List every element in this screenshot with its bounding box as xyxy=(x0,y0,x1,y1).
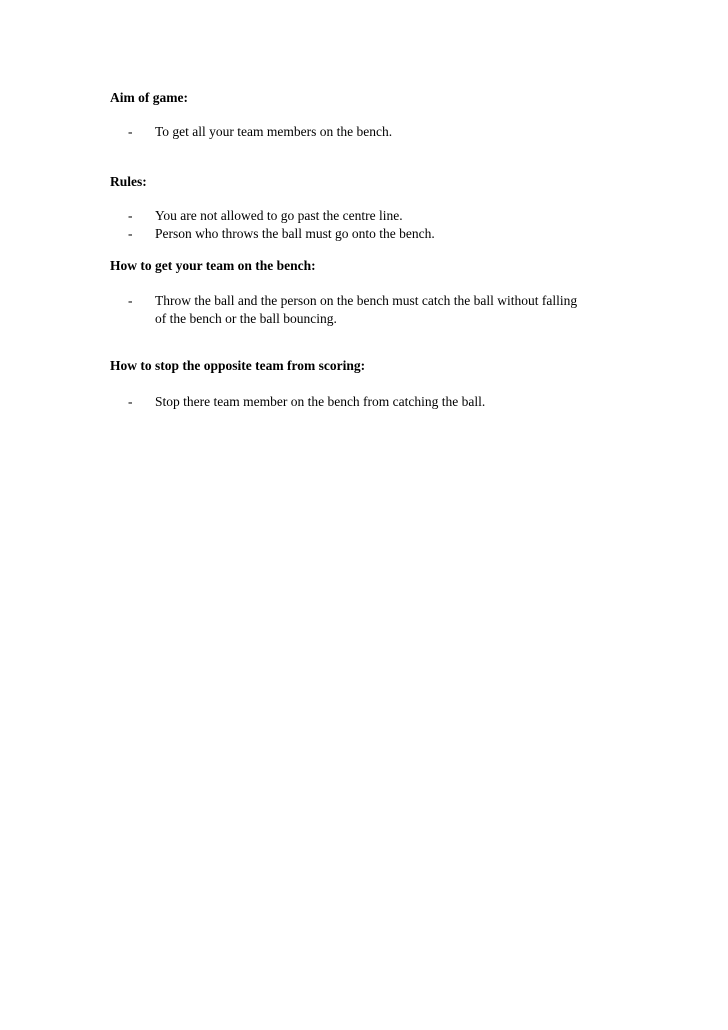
list-item-text: of the bench or the ball bouncing. xyxy=(155,311,337,326)
list-item xyxy=(128,224,435,243)
section-heading-get-team-on-bench: How to get your team on the bench: xyxy=(110,258,316,273)
list-item-continuation xyxy=(155,309,337,328)
list-item xyxy=(128,291,577,310)
list-item xyxy=(128,122,392,141)
section-heading-stop-scoring: How to stop the opposite team from scoring: xyxy=(110,358,366,373)
bullet-dash: - xyxy=(128,124,133,139)
list-item-text: Throw the ball and the person on the bench must catch the ball without falling xyxy=(155,293,578,308)
list-item-text: Person who throws the ball must go onto the bench. xyxy=(155,226,435,241)
bullet-dash: - xyxy=(128,293,133,308)
list-item xyxy=(128,392,485,411)
list-item-text: Stop there team member on the bench from catching the ball. xyxy=(155,394,486,409)
bullet-dash: - xyxy=(128,226,133,241)
list-item-text: You are not allowed to go past the centre line. xyxy=(155,208,403,223)
section-heading-aim: Aim of game: xyxy=(110,90,188,105)
list-item-text: To get all your team members on the bench. xyxy=(155,124,393,139)
bullet-dash: - xyxy=(128,208,133,223)
bullet-dash: - xyxy=(128,394,133,409)
list-item xyxy=(128,206,403,225)
section-heading-rules: Rules: xyxy=(110,174,147,189)
